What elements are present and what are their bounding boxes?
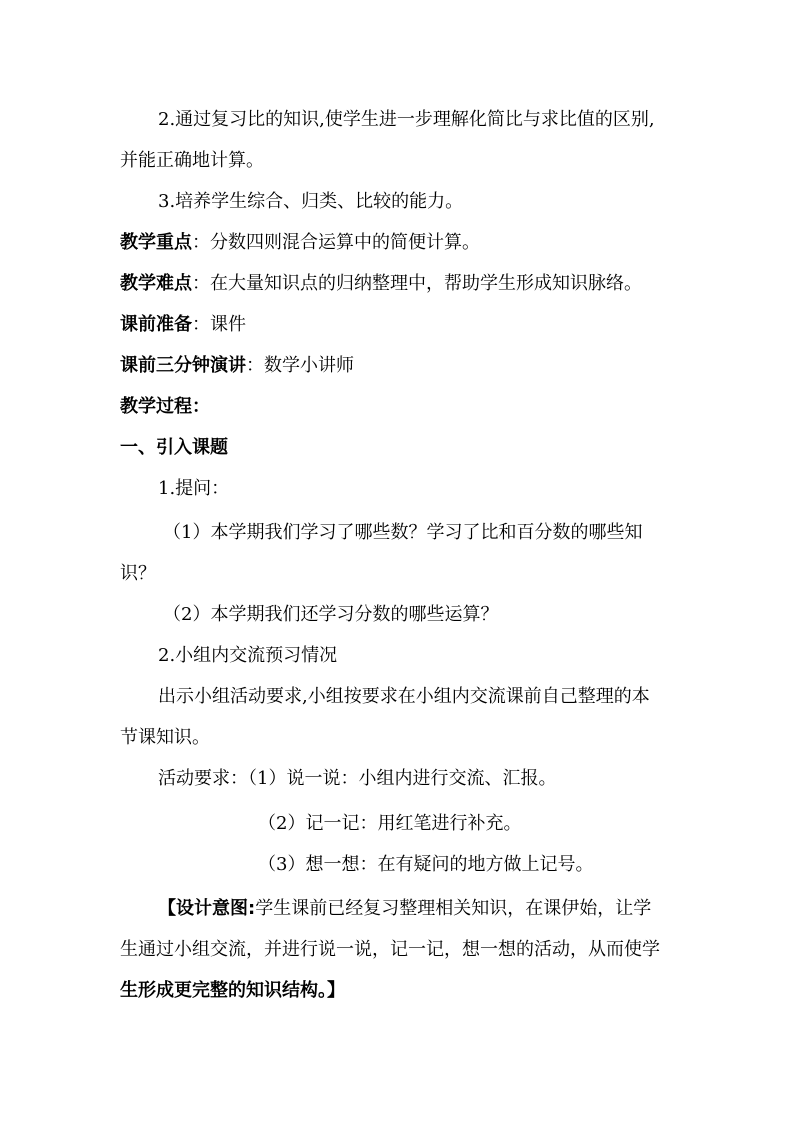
design-intent-line-3: 生形成更完整的知识结构。】 (120, 980, 345, 1001)
speech-label: 课前三分钟演讲 (120, 355, 246, 376)
process-heading: 教学过程： (120, 396, 210, 417)
speech-text: ：数学小讲师 (246, 355, 354, 376)
speech (120, 355, 680, 377)
goal-item-3: 3.培养学生综合、归类、比较的能力。 (158, 191, 464, 212)
preparation-text: ：课件 (192, 314, 246, 335)
question-title: 1.提问： (158, 478, 230, 499)
activity-label: 活动要求： (158, 768, 248, 789)
key-point-text: ：分数四则混合运算中的简便计算。 (192, 232, 480, 253)
difficulty-label: 教学难点 (120, 273, 192, 294)
activity-item-2: （2）记一记：用红笔进行补充。 (258, 813, 522, 834)
design-intent-line-2: 生通过小组交流，并进行说一说，记一记，想一想的活动，从而使学 (120, 939, 660, 960)
question-1-line-2: 识？ (120, 563, 156, 584)
design-intent-text-1: 学生课前已经复习整理相关知识，在课伊始，让学 (255, 898, 652, 919)
section-1-title: 一、引入课题 (120, 437, 228, 458)
goal-item-2-line-2: 并能正确地计算。 (120, 150, 264, 171)
difficulty-text: ：在大量知识点的归纳整理中，帮助学生形成知识脉络。 (192, 273, 642, 294)
goal-item-2-line-1: 2.通过复习比的知识,使学生进一步理解化简比与求比值的区别, (158, 109, 655, 130)
activity-item-3: （3）想一想：在有疑问的地方做上记号。 (258, 854, 594, 875)
key-point-label: 教学重点 (120, 232, 192, 253)
activity-row-1 (158, 768, 718, 790)
question-1-line-1: （1）本学期我们学习了哪些数？学习了比和百分数的哪些知 (163, 522, 643, 543)
activity-item-1: （1）说一说：小组内进行交流、汇报。 (248, 768, 557, 789)
preparation (120, 314, 680, 336)
group-line-1: 出示小组活动要求,小组按要求在小组内交流课前自己整理的本 (158, 686, 650, 707)
key-point (120, 232, 680, 254)
preparation-label: 课前准备 (120, 314, 192, 335)
question-2: （2）本学期我们还学习分数的哪些运算？ (163, 604, 499, 625)
group-line-2: 节课知识。 (120, 727, 210, 748)
design-intent-label: 【设计意图: (158, 898, 256, 919)
design-intent-line-1 (158, 898, 718, 920)
group-title: 2.小组内交流预习情况 (158, 645, 338, 666)
difficulty (120, 273, 680, 295)
